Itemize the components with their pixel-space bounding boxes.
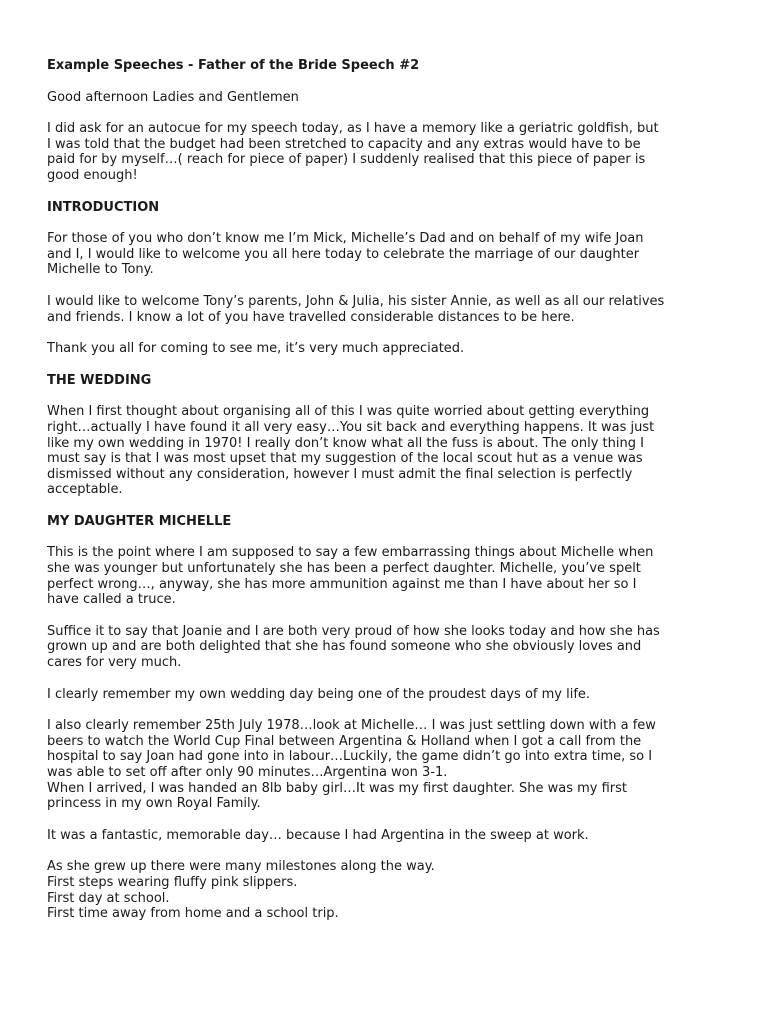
paragraph [47, 545, 737, 607]
text-line: she was younger but unfortunately she has been a perfect daughter. Michelle, you’ve spelt [47, 561, 641, 577]
section-heading: INTRODUCTION [47, 199, 160, 215]
paragraph [47, 687, 737, 703]
text-line: was able to set off after only 90 minutes…Argentina won 3-1. [47, 765, 448, 780]
text-line: dismissed without any consideration, however I must admit the final selection is perfectly [47, 466, 633, 482]
text-line: When I arrived, I was handed an 8lb baby girl…It was my first daughter. She was my first [47, 780, 628, 796]
text-line: cares for very much. [47, 655, 182, 671]
paragraph [47, 624, 737, 671]
text-line: have called a truce. [47, 592, 176, 608]
text-line: I was told that the budget had been stretched to capacity and any extras would have to be [47, 136, 641, 152]
text-line: and I, I would like to welcome you all here today to celebrate the marriage of our daughter [47, 246, 640, 262]
document-title: Example Speeches - Father of the Bride Speech #2 [47, 58, 420, 73]
text-line: princess in my own Royal Family. [47, 796, 261, 812]
text-line: For those of you who don’t know me I’m Mick, Michelle’s Dad and on behalf of my wife Joan [47, 231, 644, 247]
paragraph [47, 121, 737, 183]
text-line: First steps wearing fluffy pink slippers. [47, 874, 298, 890]
text-line: must say is that I was most upset that my suggestion of the local scout hut as a venue was [47, 451, 643, 467]
text-line: acceptable. [47, 482, 123, 498]
paragraph [47, 859, 737, 921]
text-line: hospital to say Joan had gone into in labour…Luckily, the game didn’t go into extra time, so I [47, 749, 653, 765]
text-line: and friends. I know a lot of you have travelled considerable distances to be here. [47, 309, 575, 325]
text-line: As she grew up there were many milestones along the way. [47, 859, 435, 875]
section-heading: THE WEDDING [47, 372, 152, 388]
section-heading: MY DAUGHTER MICHELLE [47, 513, 232, 529]
text-line: When I first thought about organising all of this I was quite worried about getting everything [47, 404, 650, 420]
text-line: It was a fantastic, memorable day… because I had Argentina in the sweep at work. [47, 827, 589, 843]
text-line: First time away from home and a school trip. [47, 906, 339, 922]
paragraph [47, 90, 737, 106]
paragraph [47, 718, 737, 780]
text-line: I would like to welcome Tony’s parents, John & Julia, his sister Annie, as well as all our relatives [47, 293, 665, 309]
text-line: This is the point where I am supposed to say a few embarrassing things about Michelle when [47, 545, 654, 561]
text-line: perfect wrong…, anyway, she has more ammunition against me than I have about her so I [47, 576, 637, 592]
text-line: I clearly remember my own wedding day being one of the proudest days of my life. [47, 686, 591, 702]
text-line: beers to watch the World Cup Final between Argentina & Holland when I got a call from the [47, 733, 642, 749]
paragraph [47, 404, 737, 498]
text-line: Thank you all for coming to see me, it’s very much appreciated. [47, 341, 465, 357]
text-line: Good afternoon Ladies and Gentlemen [47, 89, 299, 105]
document-body [47, 90, 737, 922]
text-line: right…actually I have found it all very easy…You sit back and everything happens. It was just [47, 419, 655, 435]
text-line: Michelle to Tony. [47, 262, 154, 278]
document-page [47, 58, 737, 938]
text-line: I did ask for an autocue for my speech today, as I have a memory like a geriatric goldfish, but [47, 121, 659, 137]
paragraph [47, 294, 737, 325]
paragraph [47, 231, 737, 278]
text-line: grown up and are both delighted that she has found someone who she obviously loves and [47, 639, 642, 655]
text-line: First day at school. [47, 890, 170, 906]
text-line: like my own wedding in 1970! I really don’t know what all the fuss is about. The only thing I [47, 435, 644, 451]
paragraph [47, 828, 737, 844]
paragraph [47, 341, 737, 357]
text-line: Suffice it to say that Joanie and I are both very proud of how she looks today and how she has [47, 623, 660, 639]
text-line: paid for by myself…( reach for piece of paper) I suddenly realised that this piece of paper is [47, 152, 646, 168]
text-line: good enough! [47, 167, 138, 183]
paragraph [47, 781, 737, 812]
text-line: I also clearly remember 25th July 1978…look at Michelle… I was just settling down with a few [47, 718, 656, 734]
